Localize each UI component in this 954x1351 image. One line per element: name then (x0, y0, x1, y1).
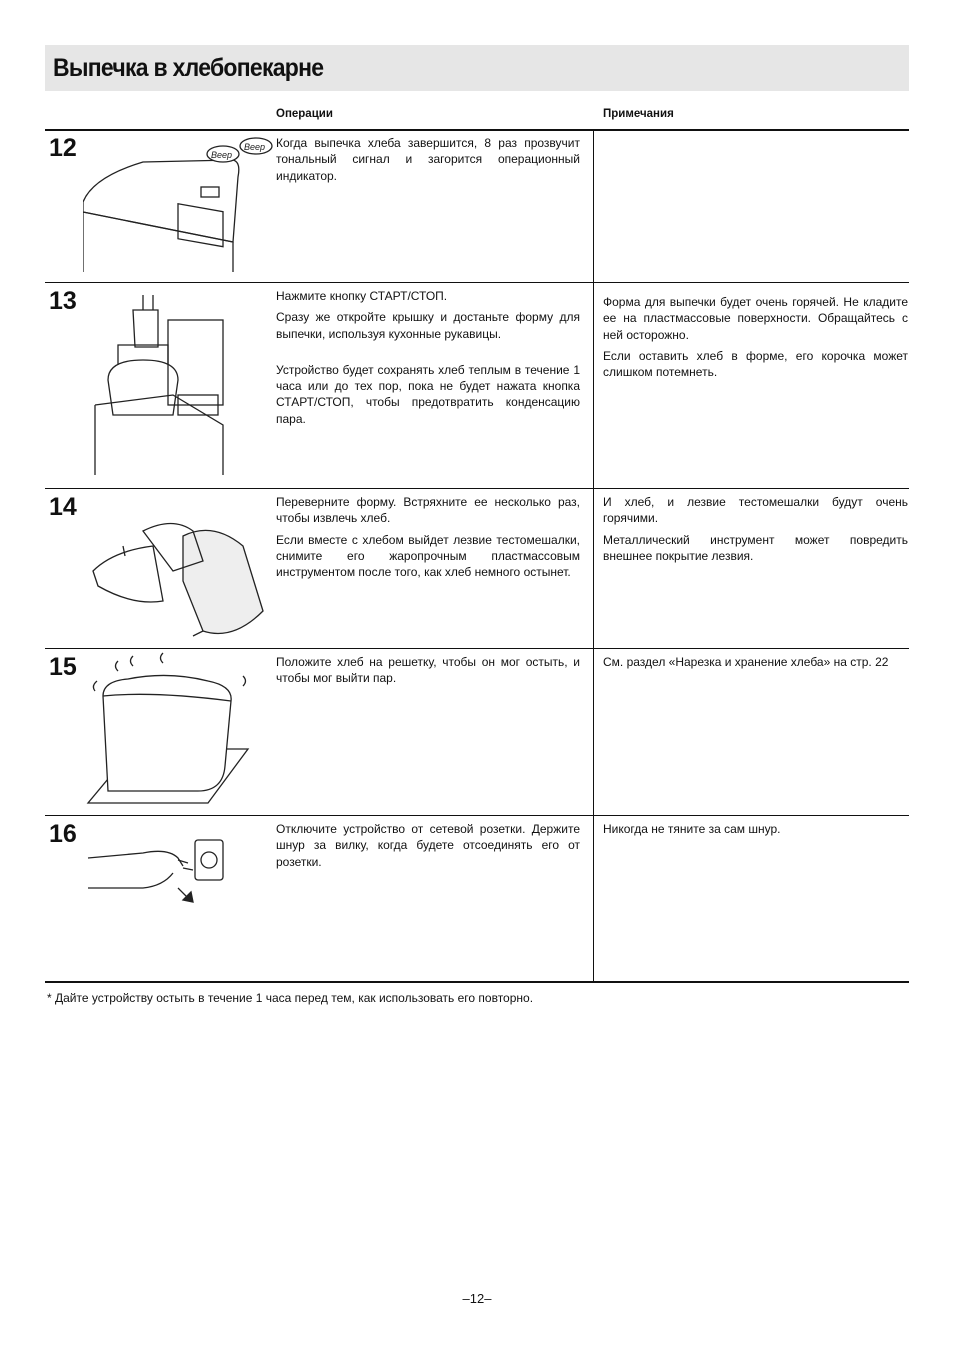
step-number: 16 (49, 820, 77, 848)
note-paragraph: Форма для выпечки будет очень горячей. Не кладите ее на пластмассовые поверхности. Обращайтесь с ней осторожно. (603, 295, 908, 342)
remove-bread-pan-illustration (83, 285, 283, 480)
note-paragraph: Если оставить хлеб в форме, его корочка может слишком потемнеть. (603, 348, 908, 380)
operation-paragraph: Переверните форму. Встряхните ее несколько раз, чтобы извлечь хлеб. (276, 495, 580, 526)
page-number: –12– (462, 1291, 492, 1306)
operation-paragraph: Когда выпечка хлеба завершится, 8 раз прозвучит тональный сигнал и загорится операционный индикатор. (276, 136, 580, 183)
unplug-illustration (83, 818, 283, 908)
operations-text (276, 821, 580, 875)
step-row-12 (45, 130, 909, 282)
shake-out-bread-illustration (83, 491, 283, 646)
operations-text (276, 654, 580, 692)
footnote: * Дайте устройству остыть в течение 1 часа перед тем, как использовать его повторно. (47, 991, 534, 1005)
operation-paragraph: Положите хлеб на решетку, чтобы он мог остыть, и чтобы мог выйти пар. (276, 655, 580, 686)
note-paragraph: И хлеб, и лезвие тестомешалки будут очень горячими. (603, 495, 908, 526)
notes-text (603, 654, 908, 675)
operation-paragraph: Устройство будет сохранять хлеб теплым в течение 1 часа или до тех пор, пока не будет нажата кнопка СТАРТ/СТОП, чтобы предотвратить конденсацию пара. (276, 362, 580, 426)
svg-text:Beep: Beep (211, 150, 233, 160)
operations-text (276, 135, 580, 189)
title-bar (45, 45, 909, 91)
step-row-13 (45, 283, 909, 488)
notes-text (603, 494, 908, 569)
bread-cooling-rack-illustration (83, 651, 283, 811)
column-header-notes: Примечания (603, 108, 674, 120)
step-number: 12 (49, 134, 77, 162)
operations-text (276, 494, 580, 585)
operation-paragraph: Нажмите кнопку СТАРТ/СТОП. (276, 289, 448, 303)
notes-text (603, 294, 908, 385)
operation-paragraph: Сразу же откройте крышку и достаньте форму для выпечки, используя кухонные рукавицы. (276, 310, 580, 341)
notes-text (603, 821, 908, 842)
step-row-16 (45, 816, 909, 981)
step-number: 15 (49, 653, 77, 681)
step-number: 14 (49, 493, 77, 521)
step-row-15 (45, 649, 909, 815)
step-number: 13 (49, 287, 77, 315)
operations-text (276, 288, 580, 432)
step-row-14 (45, 489, 909, 648)
operation-paragraph: Если вместе с хлебом выйдет лезвие тестомешалки, снимите его жаропрочным пластмассовым инструментом после того, как хлеб немного остынет. (276, 532, 580, 580)
svg-text:Beep: Beep (244, 142, 266, 152)
note-paragraph: Металлический инструмент может повредить внешнее покрытие лезвия. (603, 532, 908, 563)
note-paragraph: См. раздел «Нарезка и хранение хлеба» на стр. 22 (603, 655, 889, 669)
note-paragraph: Никогда не тяните за сам шнур. (603, 822, 781, 836)
table-bottom-border (45, 981, 909, 983)
bread-maker-beep-illustration (83, 132, 283, 277)
page-title: Выпечка в хлебопекарне (53, 54, 324, 82)
operation-paragraph: Отключите устройство от сетевой розетки. Держите шнур за вилку, когда будете отсоединять его от розетки. (276, 822, 580, 869)
column-header-operations: Операции (276, 108, 333, 120)
